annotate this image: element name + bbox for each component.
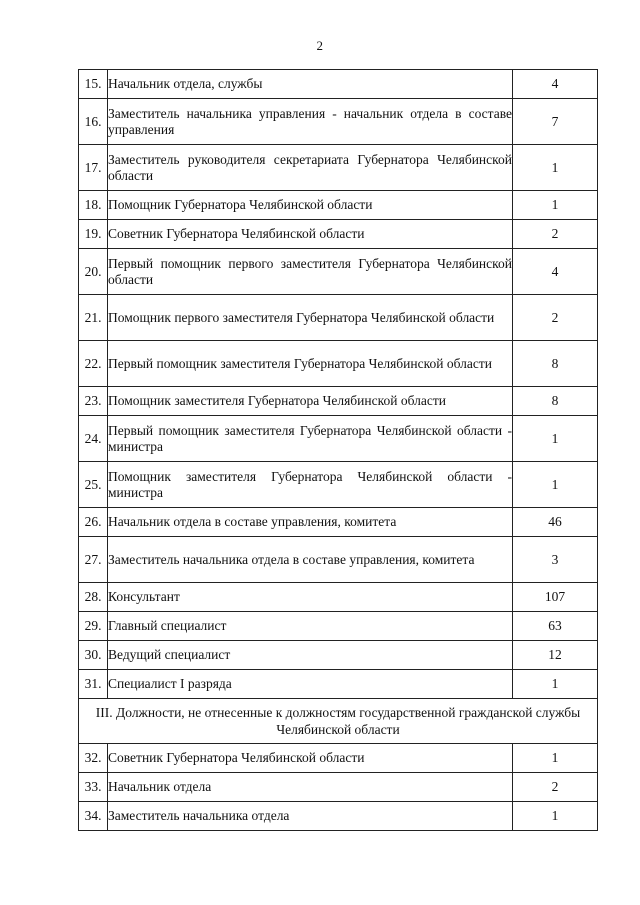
- table-row: [79, 537, 598, 583]
- table-row: [79, 744, 598, 773]
- position-title: Советник Губернатора Челябинской области: [108, 744, 513, 773]
- row-number: 16.: [79, 99, 108, 145]
- position-count: 1: [513, 145, 598, 191]
- row-number: 23.: [79, 387, 108, 416]
- table-row: [79, 773, 598, 802]
- table-row: [79, 70, 598, 99]
- position-title: Заместитель руководителя секретариата Губернатора Челябинской области: [108, 145, 513, 191]
- position-count: 8: [513, 387, 598, 416]
- table-row: [79, 295, 598, 341]
- position-title: Первый помощник заместителя Губернатора Челябинской области - министра: [108, 416, 513, 462]
- position-count: 3: [513, 537, 598, 583]
- table-row: [79, 220, 598, 249]
- row-number: 34.: [79, 802, 108, 831]
- table-row: [79, 462, 598, 508]
- section-header-row: [79, 699, 598, 744]
- position-title: Начальник отдела в составе управления, комитета: [108, 508, 513, 537]
- position-title: Начальник отдела, службы: [108, 70, 513, 99]
- table-row: [79, 670, 598, 699]
- table-row: [79, 387, 598, 416]
- position-title: Ведущий специалист: [108, 641, 513, 670]
- row-number: 28.: [79, 583, 108, 612]
- row-number: 30.: [79, 641, 108, 670]
- position-count: 2: [513, 773, 598, 802]
- position-title: Первый помощник заместителя Губернатора Челябинской области: [108, 341, 513, 387]
- row-number: 26.: [79, 508, 108, 537]
- position-count: 1: [513, 462, 598, 508]
- position-count: 107: [513, 583, 598, 612]
- position-count: 1: [513, 744, 598, 773]
- position-count: 2: [513, 220, 598, 249]
- position-count: 8: [513, 341, 598, 387]
- row-number: 22.: [79, 341, 108, 387]
- row-number: 17.: [79, 145, 108, 191]
- staff-positions-table: [78, 69, 598, 831]
- table-row: [79, 416, 598, 462]
- position-count: 1: [513, 802, 598, 831]
- position-count: 1: [513, 670, 598, 699]
- table-row: [79, 191, 598, 220]
- position-title: Консультант: [108, 583, 513, 612]
- position-count: 2: [513, 295, 598, 341]
- position-count: 1: [513, 416, 598, 462]
- position-count: 63: [513, 612, 598, 641]
- position-title: Помощник заместителя Губернатора Челябинской области - министра: [108, 462, 513, 508]
- position-title: Первый помощник первого заместителя Губернатора Челябинской области: [108, 249, 513, 295]
- table-row: [79, 508, 598, 537]
- row-number: 19.: [79, 220, 108, 249]
- table-row: [79, 341, 598, 387]
- position-count: 46: [513, 508, 598, 537]
- position-count: 7: [513, 99, 598, 145]
- row-number: 18.: [79, 191, 108, 220]
- position-title: Специалист I разряда: [108, 670, 513, 699]
- row-number: 32.: [79, 744, 108, 773]
- table-row: [79, 145, 598, 191]
- table-row: [79, 249, 598, 295]
- table-row: [79, 612, 598, 641]
- row-number: 31.: [79, 670, 108, 699]
- row-number: 21.: [79, 295, 108, 341]
- table-row: [79, 641, 598, 670]
- row-number: 15.: [79, 70, 108, 99]
- page-number: 2: [316, 38, 324, 53]
- position-title: Помощник заместителя Губернатора Челябинской области: [108, 387, 513, 416]
- position-title: Помощник Губернатора Челябинской области: [108, 191, 513, 220]
- row-number: 27.: [79, 537, 108, 583]
- row-number: 20.: [79, 249, 108, 295]
- row-number: 24.: [79, 416, 108, 462]
- section-header: III. Должности, не отнесенные к должностям государственной гражданской службы Челябинской области: [79, 699, 598, 744]
- position-count: 12: [513, 641, 598, 670]
- row-number: 29.: [79, 612, 108, 641]
- table-row: [79, 802, 598, 831]
- position-count: 4: [513, 249, 598, 295]
- position-title: Заместитель начальника управления - начальник отдела в составе управления: [108, 99, 513, 145]
- position-title: Советник Губернатора Челябинской области: [108, 220, 513, 249]
- row-number: 33.: [79, 773, 108, 802]
- position-title: Главный специалист: [108, 612, 513, 641]
- row-number: 25.: [79, 462, 108, 508]
- position-count: 1: [513, 191, 598, 220]
- table-row: [79, 583, 598, 612]
- position-title: Заместитель начальника отдела: [108, 802, 513, 831]
- position-title: Начальник отдела: [108, 773, 513, 802]
- table-row: [79, 99, 598, 145]
- position-count: 4: [513, 70, 598, 99]
- position-title: Помощник первого заместителя Губернатора Челябинской области: [108, 295, 513, 341]
- position-title: Заместитель начальника отдела в составе управления, комитета: [108, 537, 513, 583]
